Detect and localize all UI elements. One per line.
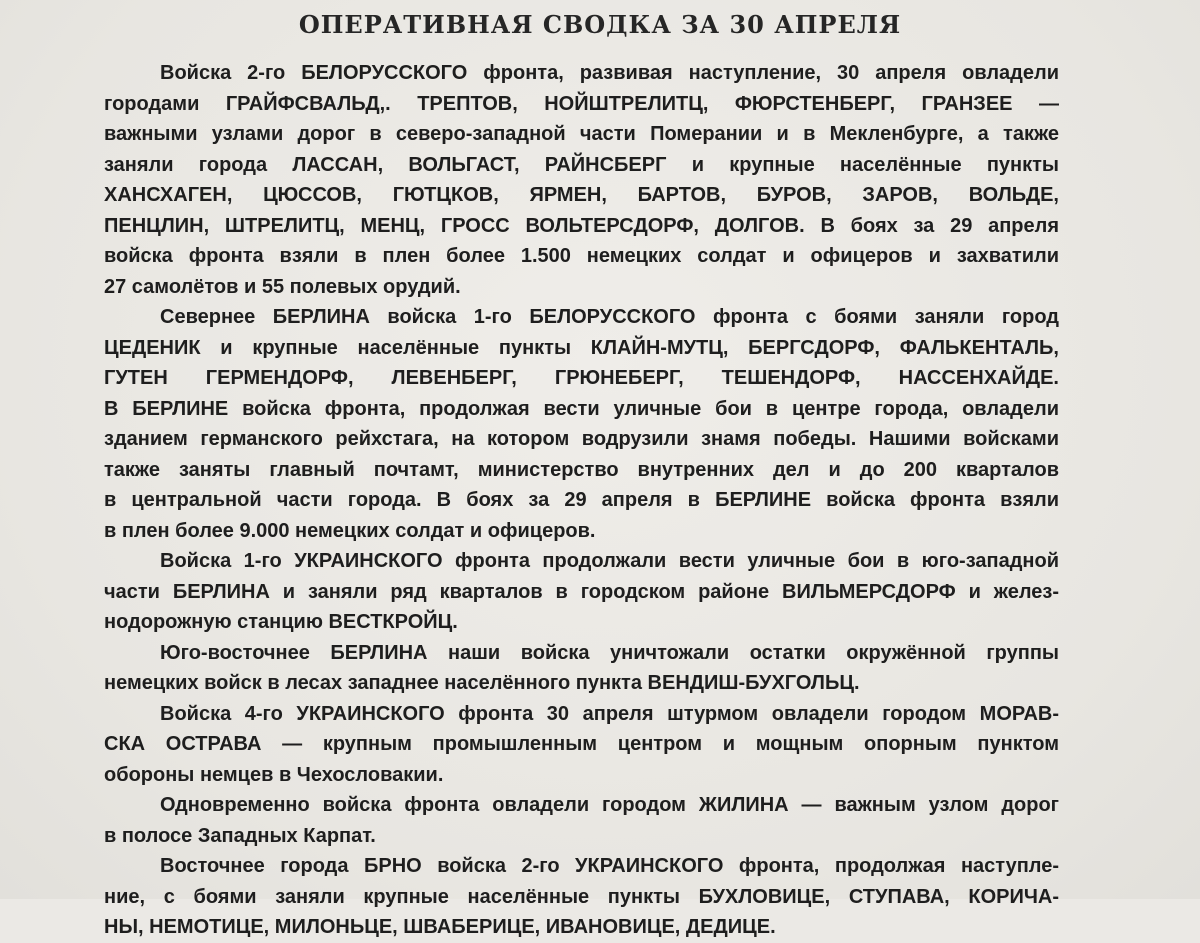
text-line: в центральной части города. В боях за 29 апреля в БЕРЛИНЕ войска фронта взяли [104,489,1059,511]
text-line: Войска 4-го УКРАИНСКОГО фронта 30 апреля штурмом овладели городом МОРАВ- [160,702,1059,725]
text-line: в полосе Западных Карпат. [104,824,376,847]
text-line: Юго-восточнее БЕРЛИНА наши войска уничтожали остатки окружённой группы [160,641,1059,664]
paragraph [104,851,1059,943]
text-line: в плен более 9.000 немецких солдат и офицеров. [104,519,596,542]
text-line: нодорожную станцию ВЕСТКРОЙЦ. [104,611,458,633]
paragraph [104,790,1059,851]
text-line: ГУТЕН ГЕРМЕНДОРФ, ЛЕВЕНБЕРГ, ГРЮНЕБЕРГ, ТЕШЕНДОРФ, НАССЕНХАЙДЕ. [104,367,1059,389]
text-line: Севернее БЕРЛИНА войска 1-го БЕЛОРУССКОГО фронта с боями заняли город [160,306,1059,328]
text-line: части БЕРЛИНА и заняли ряд кварталов в городском районе ВИЛЬМЕРСДОРФ и желез- [104,580,1059,603]
text-line: Войска 2-го БЕЛОРУССКОГО фронта, развивая наступление, 30 апреля овладели [160,62,1059,84]
text-line: ние, с боями заняли крупные населённые пункты БУХЛОВИЦЕ, СТУПАВА, КОРИЧА- [104,885,1059,908]
text-line: В БЕРЛИНЕ войска фронта, продолжая вести уличные бои в центре города, овладели [104,397,1059,420]
text-line: Одновременно войска фронта овладели городом ЖИЛИНА — важным узлом дорог [160,794,1059,816]
document-body [104,58,1059,943]
text-line: Восточнее города БРНО войска 2-го УКРАИНСКОГО фронта, продолжая наступле- [160,855,1059,877]
paragraph [104,638,1059,699]
text-line: Войска 1-го УКРАИНСКОГО фронта продолжали вести уличные бои в юго-западной [160,550,1059,572]
text-line: СКА ОСТРАВА — крупным промышленным центром и мощным опорным пунктом [104,733,1059,755]
text-line: заняли города ЛАССАН, ВОЛЬГАСТ, РАЙНСБЕРГ и крупные населённые пункты [104,153,1059,176]
paragraph [104,302,1059,546]
text-line: обороны немцев в Чехословакии. [104,763,444,786]
text-line: зданием германского рейхстага, на котором водрузили знамя победы. Нашими войсками [104,428,1059,450]
paragraph [104,58,1059,302]
document-title: ОПЕРАТИВНАЯ СВОДКА ЗА 30 АПРЕЛЯ [298,10,902,39]
text-line: ПЕНЦЛИН, ШТРЕЛИТЦ, МЕНЦ, ГРОСС ВОЛЬТЕРСДОРФ, ДОЛГОВ. В боях за 29 апреля [104,214,1059,237]
text-line: также заняты главный почтамт, министерство внутренних дел и до 200 кварталов [104,458,1059,481]
paragraph [104,546,1059,638]
paragraph [104,699,1059,791]
text-line: важными узлами дорог в северо-западной части Померании и в Мекленбурге, а также [104,123,1059,145]
text-line: 27 самолётов и 55 полевых орудий. [104,275,461,298]
text-line: городами ГРАЙФСВАЛЬД,. ТРЕПТОВ, НОЙШТРЕЛИТЦ, ФЮРСТЕНБЕРГ, ГРАНЗЕЕ — [104,92,1059,115]
text-line: немецких войск в лесах западнее населённого пункта ВЕНДИШ-БУХГОЛЬЦ. [104,672,860,694]
text-line: ХАНСХАГЕН, ЦЮССОВ, ГЮТЦКОВ, ЯРМЕН, БАРТОВ, БУРОВ, ЗАРОВ, ВОЛЬДЕ, [104,184,1059,206]
text-line: НЫ, НЕМОТИЦЕ, МИЛОНЬЦЕ, ШВАБЕРИЦЕ, ИВАНОВИЦЕ, ДЕДИЦЕ. [104,916,776,938]
text-line: ЦЕДЕНИК и крупные населённые пункты КЛАЙН-МУТЦ, БЕРГСДОРФ, ФАЛЬКЕНТАЛЬ, [104,336,1059,359]
text-line: войска фронта взяли в плен более 1.500 немецких солдат и офицеров и захватили [104,245,1059,267]
